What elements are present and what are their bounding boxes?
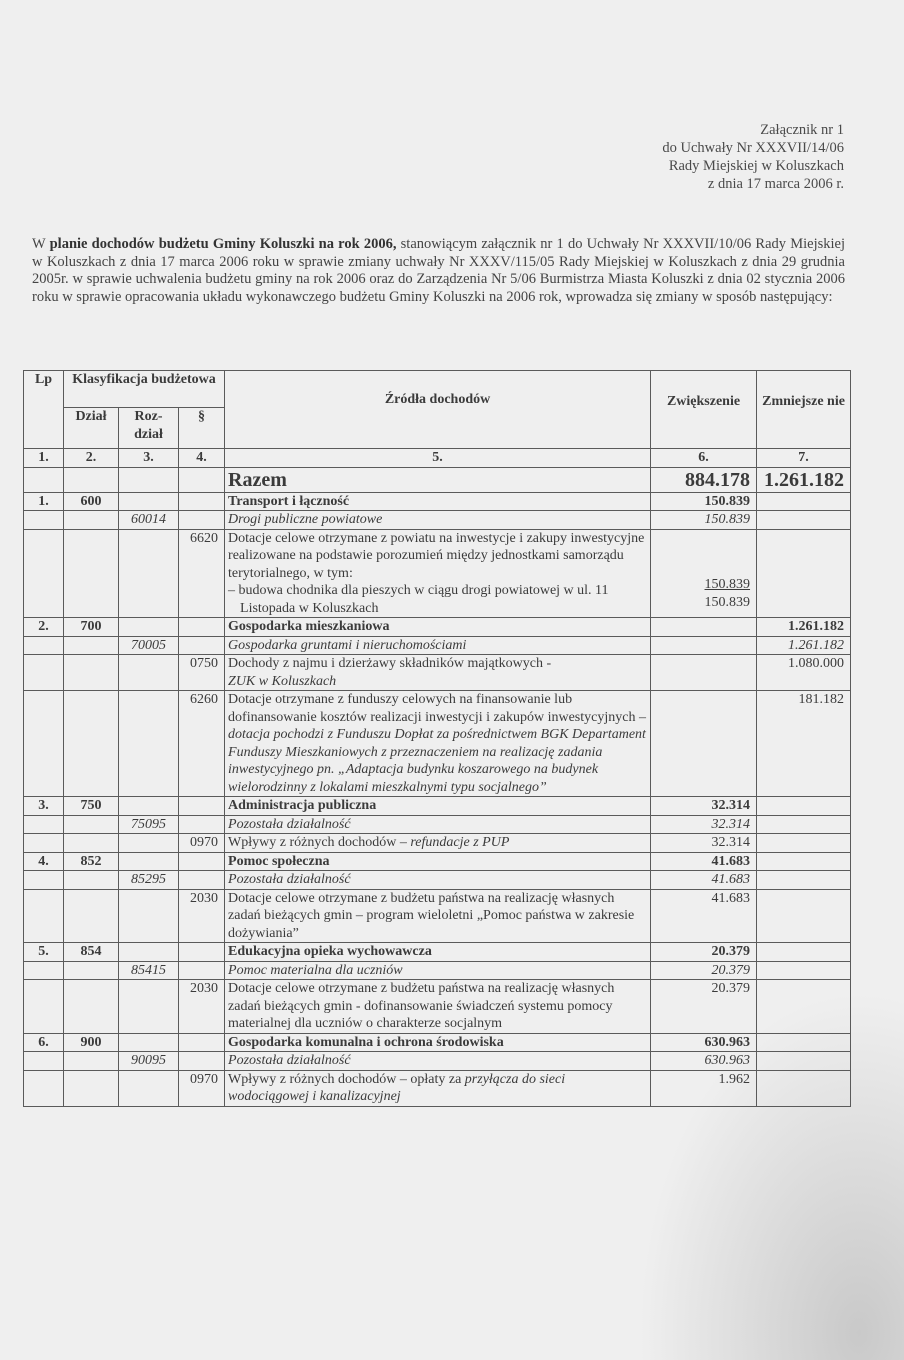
- total-label: Razem: [225, 467, 651, 492]
- cell-zmniejszenie: [757, 980, 851, 1034]
- intro-prefix: W: [32, 236, 50, 252]
- source-text: Dotacje otrzymane z funduszy celowych na finansowanie lub dofinansowanie kosztów realizacji inwestycji i zakupów inwestycyjnych –: [228, 692, 646, 725]
- cell-zmniejszenie: [757, 871, 851, 890]
- table-row-rozdzial: [24, 511, 851, 530]
- cell-dzial: [64, 815, 119, 834]
- cell-rozdzial: 60014: [119, 511, 179, 530]
- cell-zwiekszenie: 150.839: [651, 492, 757, 511]
- cell-zrodla: [225, 815, 651, 834]
- cell-zrodla: [225, 1070, 651, 1106]
- cell-rozdzial: [119, 529, 179, 618]
- cell-lp: 5.: [24, 943, 64, 962]
- cell-zwiekszenie: 20.379: [651, 961, 757, 980]
- cell-zmniejszenie: [757, 852, 851, 871]
- cell-dzial: 854: [64, 943, 119, 962]
- cell-rozdzial: [119, 834, 179, 853]
- source-text: Drogi publiczne powiatowe: [228, 512, 383, 527]
- cell-dzial: [64, 1070, 119, 1106]
- cell-dzial: [64, 1052, 119, 1071]
- table-row-dzial: [24, 618, 851, 637]
- table-row-paragraf: [24, 529, 851, 618]
- table-row-paragraf: [24, 889, 851, 943]
- cell-rozdzial: [119, 980, 179, 1034]
- cell-zmniejszenie: [757, 961, 851, 980]
- cell-zwiekszenie: 32.314: [651, 797, 757, 816]
- cell-lp: [24, 961, 64, 980]
- cell-zrodla: [225, 961, 651, 980]
- cell-zrodla: [225, 529, 651, 618]
- cell-paragraf: 2030: [179, 980, 225, 1034]
- source-text: Transport i łączność: [228, 493, 350, 509]
- cell-zwiekszenie: [651, 618, 757, 637]
- cell-lp: [24, 1070, 64, 1106]
- colnum: 4.: [179, 449, 225, 468]
- header-klasyfikacja: Klasyfikacja budżetowa: [64, 371, 225, 408]
- cell-dzial: [64, 961, 119, 980]
- cell-zrodla: [225, 636, 651, 655]
- cell-paragraf: [179, 511, 225, 530]
- table-row-dzial: [24, 492, 851, 511]
- cell-rozdzial: [119, 852, 179, 871]
- cell-rozdzial: [119, 655, 179, 691]
- cell-zmniejszenie: [757, 529, 851, 618]
- colnum: 7.: [757, 449, 851, 468]
- source-text-italic: refundacje z PUP: [410, 835, 510, 850]
- cell-lp: [24, 655, 64, 691]
- increase-value: 150.839: [704, 577, 751, 592]
- table-row-rozdzial: [24, 1052, 851, 1071]
- table-row-dzial: [24, 797, 851, 816]
- cell-zmniejszenie: [757, 1052, 851, 1071]
- cell-lp: [24, 511, 64, 530]
- colnum: 2.: [64, 449, 119, 468]
- cell-paragraf: 6260: [179, 691, 225, 797]
- cell-lp: 6.: [24, 1033, 64, 1052]
- cell-dzial: 700: [64, 618, 119, 637]
- cell-zwiekszenie: 630.963: [651, 1033, 757, 1052]
- source-text: Gospodarka mieszkaniowa: [228, 619, 390, 634]
- cell-zrodla: [225, 1033, 651, 1052]
- source-text: Pozostała działalność: [228, 816, 351, 832]
- total-zwiekszenie: 884.178: [651, 467, 757, 492]
- cell-rozdzial: [119, 618, 179, 637]
- cell-paragraf: 0750: [179, 655, 225, 691]
- source-text: Dochody z najmu i dzierżawy składników majątkowych -: [228, 656, 552, 671]
- source-text-italic: ZUK w Koluszkach: [228, 673, 337, 689]
- cell-zwiekszenie: 150.839: [651, 511, 757, 530]
- cell-dzial: [64, 871, 119, 890]
- source-text: Dotacje celowe otrzymane z budżetu państwa na realizację własnych zadań bieżących gmin - dofinansowanie świadczeń systemu pomocy materialnej dla uczniów o charakterze socjalnym: [228, 981, 615, 1031]
- table-row-paragraf: [24, 1070, 851, 1106]
- cell-zmniejszenie: 1.080.000: [757, 655, 851, 691]
- cell-zmniejszenie: [757, 797, 851, 816]
- table-row-rozdzial: [24, 815, 851, 834]
- cell-rozdzial: [119, 1070, 179, 1106]
- cell-dzial: [64, 655, 119, 691]
- cell-dzial: [64, 980, 119, 1034]
- cell-zrodla: [225, 492, 651, 511]
- cell-paragraf: 0970: [179, 1070, 225, 1106]
- cell-lp: [24, 815, 64, 834]
- cell-dzial: 852: [64, 852, 119, 871]
- header-zrodla: Źródła dochodów: [225, 371, 651, 449]
- cell-rozdzial: 85295: [119, 871, 179, 890]
- cell-zrodla: [225, 618, 651, 637]
- cell-dzial: [64, 511, 119, 530]
- table-row-paragraf: [24, 834, 851, 853]
- cell-zrodla: [225, 871, 651, 890]
- cell-zmniejszenie: [757, 511, 851, 530]
- cell-zwiekszenie: 41.683: [651, 889, 757, 943]
- cell-zrodla: [225, 797, 651, 816]
- source-text: Gospodarka gruntami i nieruchomościami: [228, 637, 467, 653]
- cell-paragraf: [179, 943, 225, 962]
- cell-zrodla: [225, 852, 651, 871]
- header-paragraf: §: [179, 408, 225, 449]
- colnum: 6.: [651, 449, 757, 468]
- cell-rozdzial: 85415: [119, 961, 179, 980]
- cell-zwiekszenie: [651, 636, 757, 655]
- cell-zmniejszenie: [757, 943, 851, 962]
- source-text: Dotacje celowe otrzymane z powiatu na inwestycje i zakupy inwestycyjne realizowane na podstawie porozumień między jednostkami samorządu terytorialnego, w tym:: [228, 530, 645, 581]
- table-row-dzial: [24, 852, 851, 871]
- increase-subvalue: 150.839: [704, 594, 751, 610]
- cell-zrodla: [225, 980, 651, 1034]
- cell-lp: [24, 871, 64, 890]
- cell-paragraf: [179, 961, 225, 980]
- annex-council: Rady Miejskiej w Koluszkach: [668, 158, 844, 174]
- cell-dzial: [64, 889, 119, 943]
- source-text: Edukacyjna opieka wychowawcza: [228, 944, 432, 959]
- table-row-dzial: [24, 943, 851, 962]
- cell-paragraf: [179, 636, 225, 655]
- cell-lp: [24, 980, 64, 1034]
- cell-lp: [24, 529, 64, 618]
- cell-zmniejszenie: 181.182: [757, 691, 851, 797]
- annex-resolution: do Uchwały Nr XXXVII/14/06: [662, 140, 844, 156]
- cell-zwiekszenie: 1.962: [651, 1070, 757, 1106]
- cell-rozdzial: [119, 492, 179, 511]
- annex-header: [662, 121, 844, 193]
- cell-zmniejszenie: [757, 1070, 851, 1106]
- colnum: 5.: [225, 449, 651, 468]
- cell-rozdzial: [119, 1033, 179, 1052]
- cell-lp: 1.: [24, 492, 64, 511]
- cell-rozdzial: 90095: [119, 1052, 179, 1071]
- cell-zwiekszenie: 41.683: [651, 871, 757, 890]
- source-text: Pozostała działalność: [228, 1053, 351, 1068]
- cell-zwiekszenie: 32.314: [651, 815, 757, 834]
- cell-zmniejszenie: 1.261.182: [757, 618, 851, 637]
- table-row-paragraf: [24, 980, 851, 1034]
- cell-lp: [24, 834, 64, 853]
- cell-lp: [24, 1052, 64, 1071]
- table-row-rozdzial: [24, 871, 851, 890]
- annex-date: z dnia 17 marca 2006 r.: [707, 176, 844, 192]
- source-text: Pomoc społeczna: [228, 853, 330, 869]
- cell-paragraf: [179, 871, 225, 890]
- cell-zrodla: [225, 889, 651, 943]
- cell-zmniejszenie: 1.261.182: [757, 636, 851, 655]
- cell-paragraf: [179, 1052, 225, 1071]
- cell-paragraf: 2030: [179, 889, 225, 943]
- cell-zwiekszenie: 630.963: [651, 1052, 757, 1071]
- colnum: 1.: [24, 449, 64, 468]
- cell-zrodla: [225, 511, 651, 530]
- cell-dzial: [64, 529, 119, 618]
- cell-zwiekszenie: [651, 691, 757, 797]
- cell-paragraf: 0970: [179, 834, 225, 853]
- cell-paragraf: [179, 1033, 225, 1052]
- cell-paragraf: [179, 797, 225, 816]
- source-text: Wpływy z różnych dochodów –: [228, 835, 411, 850]
- cell-zmniejszenie: [757, 492, 851, 511]
- header-lp: Lp: [24, 371, 64, 449]
- cell-zmniejszenie: [757, 834, 851, 853]
- cell-rozdzial: [119, 889, 179, 943]
- cell-zmniejszenie: [757, 815, 851, 834]
- cell-zwiekszenie: [651, 655, 757, 691]
- source-text-italic: dotacja pochodzi z Funduszu Dopłat za pośrednictwem BGK Departament Funduszy Mieszkaniowych z przeznaczeniem na realizację zadania inwestycyjnego pn. „Adaptacja budynku koszarowego na budynek wielorodzinny z lokalami mieszkalnymi typu socjalnego”: [228, 727, 646, 795]
- cell-lp: [24, 691, 64, 797]
- cell-rozdzial: 70005: [119, 636, 179, 655]
- cell-paragraf: [179, 492, 225, 511]
- cell-dzial: [64, 691, 119, 797]
- intro-text: stanowiącym załącznik nr 1 do Uchwały Nr XXXVII/10/06 Rady Miejskiej w Koluszkach z dnia 17 marca 2006 roku w sprawie zmiany uchwały Nr XXXV/115/05 Rady Miejskiej w Koluszkach z dnia 29 grudnia 2005r. w sprawie uchwalenia budżetu gminy na rok 2006 oraz do Zarządzenia Nr 5/06 Burmistrza Miasta Koluszki z dnia 02 stycznia 2006 roku w sprawie opracowania układu wykonawczego budżetu Gminy Koluszki na 2006 rok, wprowadza się zmiany w sposób następujący:: [32, 236, 845, 305]
- cell-zrodla: [225, 691, 651, 797]
- budget-table: [23, 370, 851, 1107]
- cell-zmniejszenie: [757, 1033, 851, 1052]
- cell-zrodla: [225, 1052, 651, 1071]
- cell-dzial: 600: [64, 492, 119, 511]
- cell-zwiekszenie: 20.379: [651, 943, 757, 962]
- cell-rozdzial: [119, 943, 179, 962]
- table-row-paragraf: [24, 691, 851, 797]
- header-zwiekszenie: Zwiększenie: [651, 371, 757, 449]
- header-zmniejszenie: Zmniejsze nie: [757, 371, 851, 449]
- source-text: Pozostała działalność: [228, 872, 351, 887]
- source-text: Wpływy z różnych dochodów – opłaty za: [228, 1071, 465, 1087]
- total-row: [24, 467, 851, 492]
- cell-paragraf: [179, 618, 225, 637]
- cell-dzial: 750: [64, 797, 119, 816]
- column-number-row: [24, 449, 851, 468]
- cell-dzial: [64, 834, 119, 853]
- total-zmniejszenie: 1.261.182: [757, 467, 851, 492]
- cell-lp: [24, 636, 64, 655]
- table-row-rozdzial: [24, 961, 851, 980]
- cell-zrodla: [225, 943, 651, 962]
- cell-zwiekszenie: [651, 529, 757, 618]
- cell-lp: 4.: [24, 852, 64, 871]
- cell-rozdzial: [119, 691, 179, 797]
- cell-dzial: [64, 636, 119, 655]
- cell-paragraf: 6620: [179, 529, 225, 618]
- header-row: [24, 371, 851, 408]
- cell-zwiekszenie: 32.314: [651, 834, 757, 853]
- cell-zwiekszenie: 20.379: [651, 980, 757, 1034]
- cell-lp: 3.: [24, 797, 64, 816]
- cell-lp: 2.: [24, 618, 64, 637]
- source-text: Gospodarka komunalna i ochrona środowiska: [228, 1034, 504, 1050]
- cell-paragraf: [179, 852, 225, 871]
- source-text: Dotacje celowe otrzymane z budżetu państwa na realizację własnych zadań bieżących gmin – program wieloletni „Pomoc państwa w zakresie dożywiania”: [228, 890, 635, 941]
- colnum: 3.: [119, 449, 179, 468]
- cell-rozdzial: 75095: [119, 815, 179, 834]
- source-subitem: – budowa chodnika dla pieszych w ciągu drogi powiatowej w ul. 11 Listopada w Koluszkach: [228, 583, 609, 616]
- cell-lp: [24, 889, 64, 943]
- cell-zwiekszenie: 41.683: [651, 852, 757, 871]
- source-text-italic: przyłącza do sieci wodociągowej i kanalizacyjnej: [228, 1071, 566, 1104]
- intro-bold: planie dochodów budżetu Gminy Koluszki na rok 2006,: [49, 236, 397, 252]
- cell-rozdzial: [119, 797, 179, 816]
- source-text: Administracja publiczna: [228, 798, 377, 813]
- cell-zrodla: [225, 655, 651, 691]
- intro-paragraph: [32, 236, 845, 306]
- table-row-dzial: [24, 1033, 851, 1052]
- table-row-paragraf: [24, 655, 851, 691]
- cell-paragraf: [179, 815, 225, 834]
- cell-dzial: 900: [64, 1033, 119, 1052]
- header-dzial: Dział: [64, 408, 119, 449]
- table-row-rozdzial: [24, 636, 851, 655]
- cell-zrodla: [225, 834, 651, 853]
- source-text: Pomoc materialna dla uczniów: [228, 962, 403, 978]
- cell-zmniejszenie: [757, 889, 851, 943]
- annex-title: Załącznik nr 1: [760, 122, 844, 138]
- header-rozdzial: Roz-dział: [119, 408, 179, 449]
